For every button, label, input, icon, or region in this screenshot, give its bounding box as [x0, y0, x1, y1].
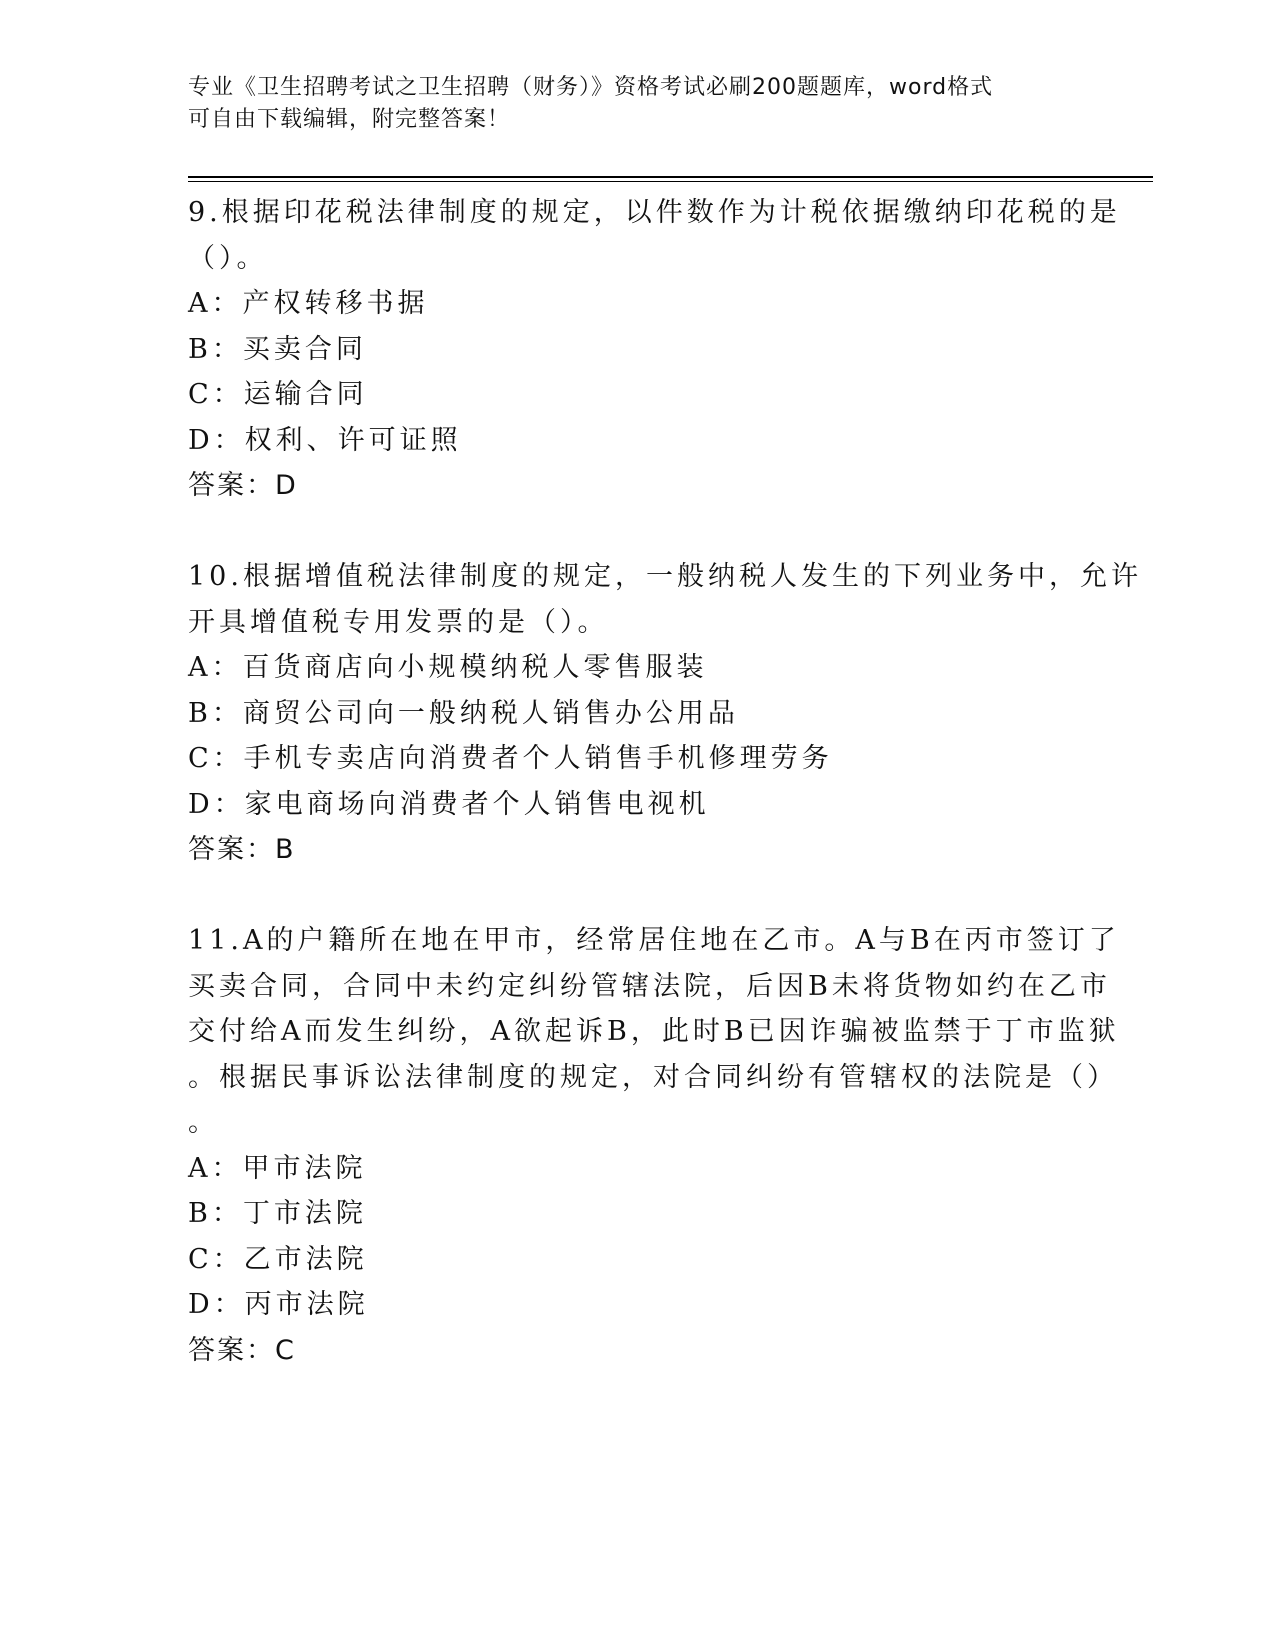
question-stem-line: 。根据民事诉讼法律制度的规定，对合同纠纷有管辖权的法院是（） — [188, 1061, 1118, 1093]
answer-line: 答案：D — [188, 470, 298, 501]
question-spacer — [188, 873, 1088, 919]
option-c: C：手机专卖店向消费者个人销售手机修理劳务 — [188, 743, 833, 774]
answer-line: 答案：C — [188, 1334, 296, 1366]
option-d: D：家电商场向消费者个人销售电视机 — [188, 788, 710, 820]
question-stem-line: 9.根据印花税法律制度的规定，以件数作为计税依据缴纳印花税的是 — [188, 197, 1121, 228]
question-stem-line: 交付给A而发生纠纷，A欲起诉B，此时B已因诈骗被监禁于丁市监狱 — [188, 1016, 1120, 1047]
question-stem-line: 买卖合同，合同中未约定纠纷管辖法院，后因B未将货物如约在乙市 — [188, 970, 1111, 1002]
question-item — [188, 190, 1121, 509]
option-c: C：乙市法院 — [188, 1243, 368, 1275]
option-a: A：百货商店向小规模纳税人零售服装 — [188, 652, 708, 683]
header-rule-thin — [188, 181, 1153, 182]
question-item — [188, 554, 1142, 873]
page-header — [188, 72, 1068, 136]
option-a: A：甲市法院 — [188, 1152, 367, 1184]
question-spacer — [188, 509, 1088, 555]
question-item — [188, 918, 1120, 1373]
option-d: D：权利、许可证照 — [188, 424, 462, 456]
option-b: B：买卖合同 — [188, 333, 367, 365]
answer-line: 答案：B — [188, 834, 296, 865]
question-list — [188, 190, 1142, 1373]
question-stem-line: 10.根据增值税法律制度的规定，一般纳税人发生的下列业务中，允许 — [188, 561, 1142, 592]
option-a: A：产权转移书据 — [188, 288, 429, 319]
option-c: C：运输合同 — [188, 379, 368, 410]
question-stem-line: 开具增值税专用发票的是（）。 — [188, 606, 609, 638]
question-stem-line: （）。 — [188, 242, 268, 274]
question-stem-line: 11.A的户籍所在地在甲市，经常居住地在乙市。A与B在丙市签订了 — [188, 925, 1120, 956]
option-d: D：丙市法院 — [188, 1289, 369, 1320]
header-line-2: 可自由下载编辑，附完整答案！ — [188, 107, 511, 132]
option-b: B：商贸公司向一般纳税人销售办公用品 — [188, 697, 739, 729]
question-stem-line: 。 — [188, 1107, 219, 1138]
header-rule-thick — [188, 176, 1153, 178]
option-b: B：丁市法院 — [188, 1198, 367, 1229]
header-line-1: 专业《卫生招聘考试之卫生招聘（财务）》资格考试必刷200题题库，word格式 — [188, 75, 994, 100]
